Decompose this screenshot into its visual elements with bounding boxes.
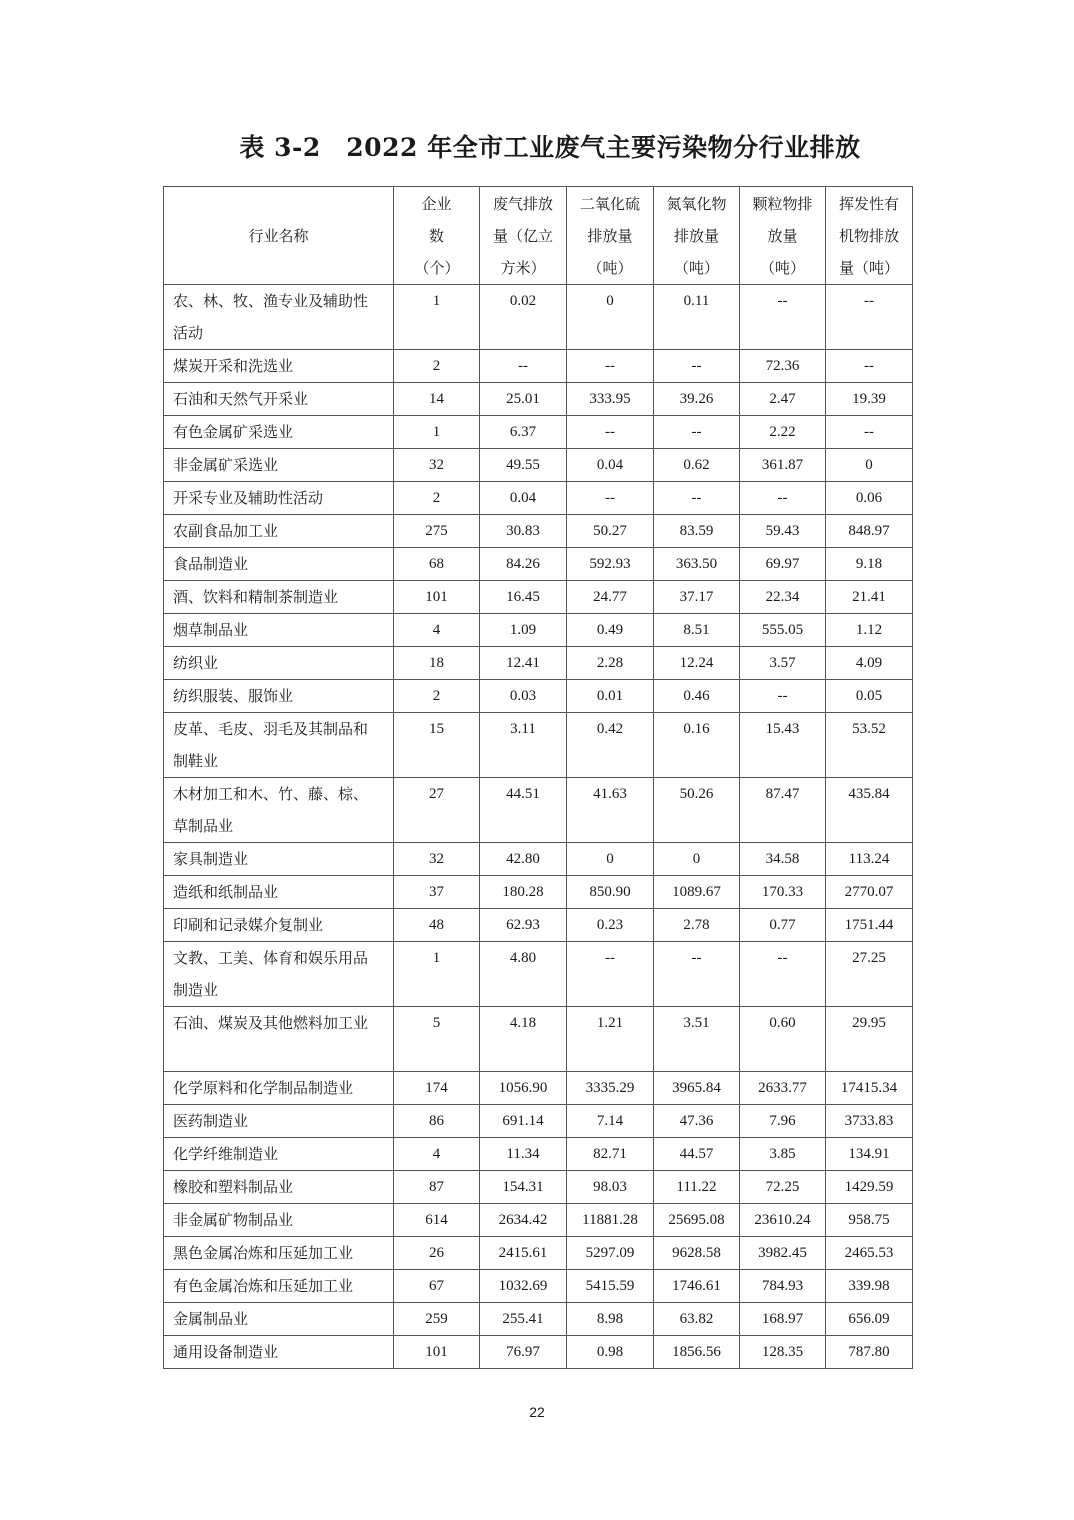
industry-name-cell: 有色金属矿采选业: [164, 416, 394, 449]
pm-cell: 7.96: [740, 1105, 826, 1138]
pm-cell: 3982.45: [740, 1237, 826, 1270]
voc-cell: --: [826, 350, 913, 383]
so2-cell: 3335.29: [567, 1072, 654, 1105]
industry-name-cell: 橡胶和塑料制品业: [164, 1171, 394, 1204]
header-exhaust-volume: 废气排放量（亿立方米）: [480, 187, 567, 285]
voc-cell: 53.52: [826, 713, 913, 778]
exhaust-cell: 25.01: [480, 383, 567, 416]
voc-cell: 134.91: [826, 1138, 913, 1171]
so2-cell: 82.71: [567, 1138, 654, 1171]
exhaust-cell: 16.45: [480, 581, 567, 614]
nox-cell: 0.46: [654, 680, 740, 713]
voc-cell: 656.09: [826, 1303, 913, 1336]
table-header-row: [164, 187, 913, 285]
table-row: [164, 548, 913, 581]
count-cell: 275: [394, 515, 480, 548]
count-cell: 48: [394, 909, 480, 942]
table-row: [164, 680, 913, 713]
nox-cell: 111.22: [654, 1171, 740, 1204]
voc-cell: --: [826, 416, 913, 449]
table-row: [164, 515, 913, 548]
voc-cell: 29.95: [826, 1007, 913, 1072]
count-cell: 5: [394, 1007, 480, 1072]
table-row: [164, 1007, 913, 1072]
voc-cell: 2770.07: [826, 876, 913, 909]
so2-cell: 2.28: [567, 647, 654, 680]
nox-cell: --: [654, 416, 740, 449]
pm-cell: 361.87: [740, 449, 826, 482]
exhaust-cell: --: [480, 350, 567, 383]
table-row: [164, 1270, 913, 1303]
industry-name-cell: 造纸和纸制品业: [164, 876, 394, 909]
table-row: [164, 350, 913, 383]
count-cell: 614: [394, 1204, 480, 1237]
count-cell: 259: [394, 1303, 480, 1336]
voc-cell: 787.80: [826, 1336, 913, 1369]
nox-cell: 63.82: [654, 1303, 740, 1336]
count-cell: 2: [394, 680, 480, 713]
exhaust-cell: 6.37: [480, 416, 567, 449]
table-row: [164, 383, 913, 416]
exhaust-cell: 4.18: [480, 1007, 567, 1072]
pm-cell: --: [740, 680, 826, 713]
table-row: [164, 285, 913, 350]
count-cell: 14: [394, 383, 480, 416]
so2-cell: 5415.59: [567, 1270, 654, 1303]
count-cell: 1: [394, 942, 480, 1007]
so2-cell: 8.98: [567, 1303, 654, 1336]
exhaust-cell: 3.11: [480, 713, 567, 778]
so2-cell: --: [567, 482, 654, 515]
voc-cell: 4.09: [826, 647, 913, 680]
so2-cell: 0.42: [567, 713, 654, 778]
exhaust-cell: 12.41: [480, 647, 567, 680]
count-cell: 1: [394, 285, 480, 350]
header-nox: 氮氧化物排放量（吨）: [654, 187, 740, 285]
table-row: [164, 942, 913, 1007]
so2-cell: --: [567, 942, 654, 1007]
header-industry-name: 行业名称: [164, 187, 394, 285]
table-row: [164, 1237, 913, 1270]
so2-cell: 98.03: [567, 1171, 654, 1204]
table-row: [164, 416, 913, 449]
voc-cell: 113.24: [826, 843, 913, 876]
count-cell: 87: [394, 1171, 480, 1204]
industry-name-cell: 化学纤维制造业: [164, 1138, 394, 1171]
count-cell: 101: [394, 1336, 480, 1369]
count-cell: 4: [394, 614, 480, 647]
table-row: [164, 713, 913, 778]
table-row: [164, 1171, 913, 1204]
nox-cell: 363.50: [654, 548, 740, 581]
industry-name-cell: 皮革、毛皮、羽毛及其制品和制鞋业: [164, 713, 394, 778]
industry-name-cell: 木材加工和木、竹、藤、棕、草制品业: [164, 778, 394, 843]
so2-cell: 24.77: [567, 581, 654, 614]
count-cell: 101: [394, 581, 480, 614]
exhaust-cell: 0.02: [480, 285, 567, 350]
pm-cell: 3.57: [740, 647, 826, 680]
so2-cell: 5297.09: [567, 1237, 654, 1270]
exhaust-cell: 11.34: [480, 1138, 567, 1171]
pm-cell: 128.35: [740, 1336, 826, 1369]
industry-name-cell: 通用设备制造业: [164, 1336, 394, 1369]
count-cell: 27: [394, 778, 480, 843]
so2-cell: 0.04: [567, 449, 654, 482]
exhaust-cell: 42.80: [480, 843, 567, 876]
so2-cell: --: [567, 350, 654, 383]
pm-cell: 3.85: [740, 1138, 826, 1171]
table-row: [164, 909, 913, 942]
nox-cell: 0.16: [654, 713, 740, 778]
nox-cell: 9628.58: [654, 1237, 740, 1270]
count-cell: 68: [394, 548, 480, 581]
nox-cell: 8.51: [654, 614, 740, 647]
industry-name-cell: 黑色金属冶炼和压延加工业: [164, 1237, 394, 1270]
nox-cell: 12.24: [654, 647, 740, 680]
voc-cell: 21.41: [826, 581, 913, 614]
nox-cell: 0.11: [654, 285, 740, 350]
exhaust-cell: 255.41: [480, 1303, 567, 1336]
so2-cell: 0: [567, 843, 654, 876]
exhaust-cell: 30.83: [480, 515, 567, 548]
table-row: [164, 1336, 913, 1369]
table-row: [164, 778, 913, 843]
pm-cell: 69.97: [740, 548, 826, 581]
voc-cell: 0.05: [826, 680, 913, 713]
industry-name-cell: 有色金属冶炼和压延加工业: [164, 1270, 394, 1303]
count-cell: 2: [394, 482, 480, 515]
industry-name-cell: 煤炭开采和洗选业: [164, 350, 394, 383]
count-cell: 32: [394, 449, 480, 482]
pm-cell: 87.47: [740, 778, 826, 843]
nox-cell: --: [654, 482, 740, 515]
industry-name-cell: 纺织业: [164, 647, 394, 680]
so2-cell: 0.98: [567, 1336, 654, 1369]
voc-cell: 0.06: [826, 482, 913, 515]
voc-cell: 339.98: [826, 1270, 913, 1303]
so2-cell: 7.14: [567, 1105, 654, 1138]
nox-cell: 3965.84: [654, 1072, 740, 1105]
count-cell: 32: [394, 843, 480, 876]
count-cell: 174: [394, 1072, 480, 1105]
pm-cell: 2633.77: [740, 1072, 826, 1105]
page-number: 22: [529, 1404, 545, 1420]
exhaust-cell: 0.03: [480, 680, 567, 713]
voc-cell: 848.97: [826, 515, 913, 548]
so2-cell: 592.93: [567, 548, 654, 581]
voc-cell: 9.18: [826, 548, 913, 581]
industry-name-cell: 非金属矿物制品业: [164, 1204, 394, 1237]
nox-cell: 37.17: [654, 581, 740, 614]
industry-name-cell: 烟草制品业: [164, 614, 394, 647]
industry-name-cell: 化学原料和化学制品制造业: [164, 1072, 394, 1105]
table-row: [164, 1138, 913, 1171]
header-so2: 二氧化硫排放量（吨）: [567, 187, 654, 285]
nox-cell: 3.51: [654, 1007, 740, 1072]
count-cell: 1: [394, 416, 480, 449]
table-body: [164, 285, 913, 1369]
nox-cell: 1856.56: [654, 1336, 740, 1369]
nox-cell: 0: [654, 843, 740, 876]
industry-name-cell: 非金属矿采选业: [164, 449, 394, 482]
industry-name-cell: 食品制造业: [164, 548, 394, 581]
count-cell: 37: [394, 876, 480, 909]
nox-cell: --: [654, 350, 740, 383]
nox-cell: 47.36: [654, 1105, 740, 1138]
industry-name-cell: 医药制造业: [164, 1105, 394, 1138]
exhaust-cell: 62.93: [480, 909, 567, 942]
pm-cell: 34.58: [740, 843, 826, 876]
voc-cell: 958.75: [826, 1204, 913, 1237]
count-cell: 67: [394, 1270, 480, 1303]
voc-cell: 17415.34: [826, 1072, 913, 1105]
so2-cell: 50.27: [567, 515, 654, 548]
industry-name-cell: 金属制品业: [164, 1303, 394, 1336]
pm-cell: --: [740, 482, 826, 515]
exhaust-cell: 1032.69: [480, 1270, 567, 1303]
pm-cell: 555.05: [740, 614, 826, 647]
pm-cell: 0.60: [740, 1007, 826, 1072]
table-title: 表 3-2 2022 年全市工业废气主要污染物分行业排放: [239, 133, 861, 162]
voc-cell: 0: [826, 449, 913, 482]
pm-cell: 22.34: [740, 581, 826, 614]
industry-name-cell: 印刷和记录媒介复制业: [164, 909, 394, 942]
count-cell: 86: [394, 1105, 480, 1138]
pm-cell: 168.97: [740, 1303, 826, 1336]
exhaust-cell: 4.80: [480, 942, 567, 1007]
so2-cell: 0.23: [567, 909, 654, 942]
exhaust-cell: 44.51: [480, 778, 567, 843]
pm-cell: 15.43: [740, 713, 826, 778]
so2-cell: 0.49: [567, 614, 654, 647]
so2-cell: 41.63: [567, 778, 654, 843]
pm-cell: 2.47: [740, 383, 826, 416]
nox-cell: 83.59: [654, 515, 740, 548]
nox-cell: 44.57: [654, 1138, 740, 1171]
table-row: [164, 843, 913, 876]
pm-cell: 59.43: [740, 515, 826, 548]
industry-name-cell: 农副食品加工业: [164, 515, 394, 548]
pm-cell: 0.77: [740, 909, 826, 942]
voc-cell: 3733.83: [826, 1105, 913, 1138]
exhaust-cell: 154.31: [480, 1171, 567, 1204]
count-cell: 18: [394, 647, 480, 680]
emissions-table: [163, 186, 913, 1369]
industry-name-cell: 石油和天然气开采业: [164, 383, 394, 416]
so2-cell: 850.90: [567, 876, 654, 909]
exhaust-cell: 84.26: [480, 548, 567, 581]
industry-name-cell: 酒、饮料和精制茶制造业: [164, 581, 394, 614]
count-cell: 15: [394, 713, 480, 778]
so2-cell: 0.01: [567, 680, 654, 713]
pm-cell: 784.93: [740, 1270, 826, 1303]
so2-cell: --: [567, 416, 654, 449]
industry-name-cell: 文教、工美、体育和娱乐用品制造业: [164, 942, 394, 1007]
pm-cell: --: [740, 942, 826, 1007]
table-row: [164, 876, 913, 909]
exhaust-cell: 1.09: [480, 614, 567, 647]
nox-cell: 50.26: [654, 778, 740, 843]
exhaust-cell: 49.55: [480, 449, 567, 482]
nox-cell: 39.26: [654, 383, 740, 416]
count-cell: 2: [394, 350, 480, 383]
voc-cell: --: [826, 285, 913, 350]
table-row: [164, 1072, 913, 1105]
nox-cell: 0.62: [654, 449, 740, 482]
exhaust-cell: 180.28: [480, 876, 567, 909]
header-particulate: 颗粒物排放量（吨）: [740, 187, 826, 285]
pm-cell: 72.25: [740, 1171, 826, 1204]
industry-name-cell: 家具制造业: [164, 843, 394, 876]
nox-cell: --: [654, 942, 740, 1007]
so2-cell: 11881.28: [567, 1204, 654, 1237]
header-voc: 挥发性有机物排放量（吨）: [826, 187, 913, 285]
industry-name-cell: 开采专业及辅助性活动: [164, 482, 394, 515]
table-row: [164, 1105, 913, 1138]
pm-cell: 23610.24: [740, 1204, 826, 1237]
pm-cell: 170.33: [740, 876, 826, 909]
table-row: [164, 449, 913, 482]
exhaust-cell: 0.04: [480, 482, 567, 515]
nox-cell: 1746.61: [654, 1270, 740, 1303]
table-row: [164, 647, 913, 680]
exhaust-cell: 76.97: [480, 1336, 567, 1369]
voc-cell: 435.84: [826, 778, 913, 843]
pm-cell: 72.36: [740, 350, 826, 383]
table-row: [164, 614, 913, 647]
table-row: [164, 482, 913, 515]
voc-cell: 2465.53: [826, 1237, 913, 1270]
voc-cell: 27.25: [826, 942, 913, 1007]
industry-name-cell: 纺织服装、服饰业: [164, 680, 394, 713]
header-enterprise-count: 企业数（个）: [394, 187, 480, 285]
voc-cell: 1751.44: [826, 909, 913, 942]
nox-cell: 2.78: [654, 909, 740, 942]
table-row: [164, 581, 913, 614]
count-cell: 26: [394, 1237, 480, 1270]
exhaust-cell: 2415.61: [480, 1237, 567, 1270]
nox-cell: 25695.08: [654, 1204, 740, 1237]
pm-cell: --: [740, 285, 826, 350]
nox-cell: 1089.67: [654, 876, 740, 909]
so2-cell: 0: [567, 285, 654, 350]
industry-name-cell: 石油、煤炭及其他燃料加工业: [164, 1007, 394, 1072]
industry-name-cell: 农、林、牧、渔专业及辅助性活动: [164, 285, 394, 350]
so2-cell: 333.95: [567, 383, 654, 416]
table-row: [164, 1303, 913, 1336]
table-row: [164, 1204, 913, 1237]
so2-cell: 1.21: [567, 1007, 654, 1072]
pm-cell: 2.22: [740, 416, 826, 449]
exhaust-cell: 691.14: [480, 1105, 567, 1138]
count-cell: 4: [394, 1138, 480, 1171]
voc-cell: 19.39: [826, 383, 913, 416]
exhaust-cell: 2634.42: [480, 1204, 567, 1237]
voc-cell: 1.12: [826, 614, 913, 647]
exhaust-cell: 1056.90: [480, 1072, 567, 1105]
voc-cell: 1429.59: [826, 1171, 913, 1204]
